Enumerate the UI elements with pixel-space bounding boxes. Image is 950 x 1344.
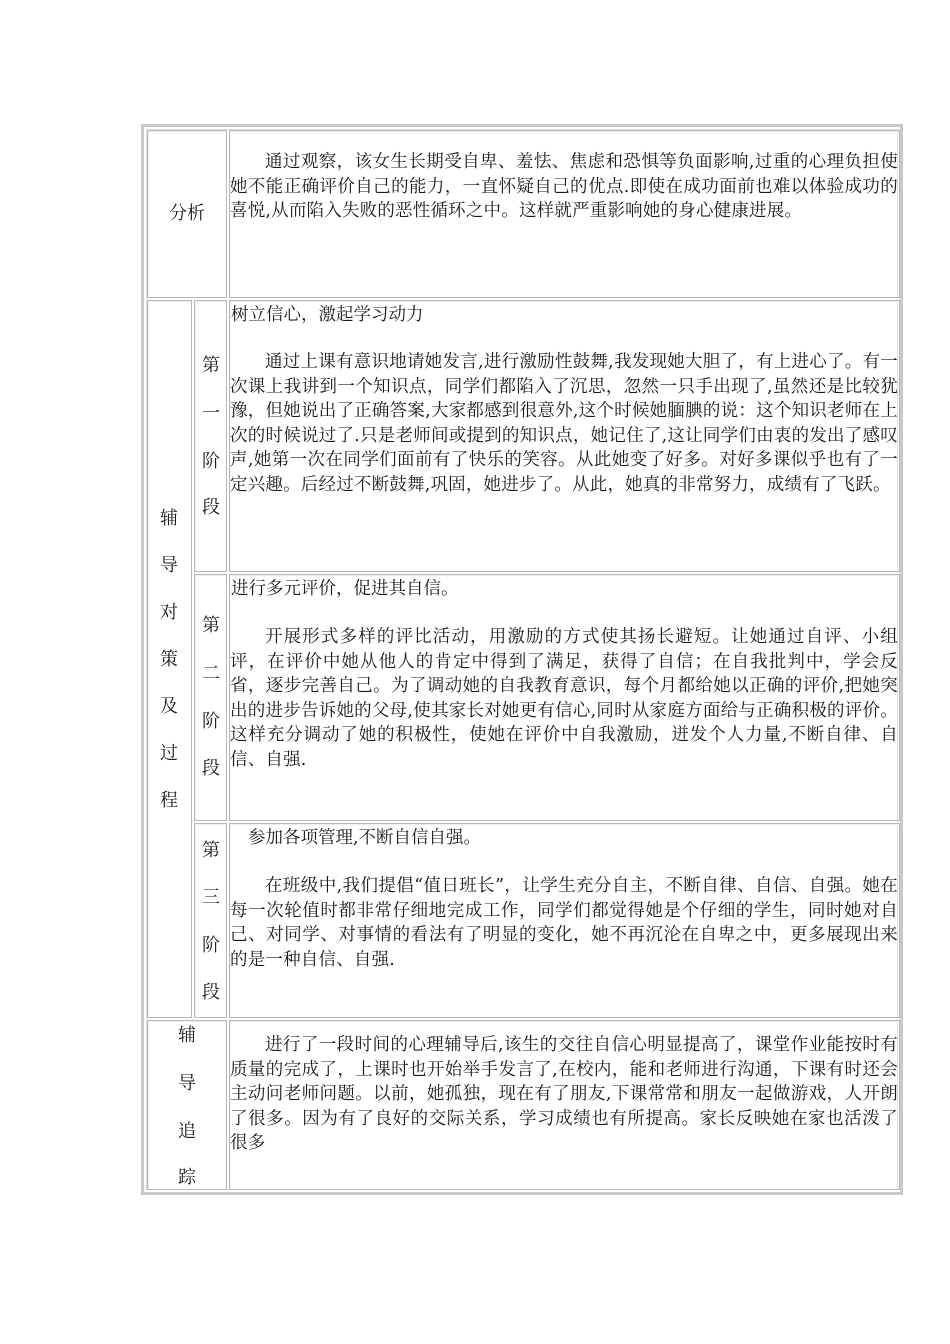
strategy-label-char: 过 (160, 743, 178, 764)
stage3-label-char: 段 (202, 982, 220, 1003)
strategy-label-char: 导 (160, 555, 178, 576)
stage3-label-char: 阶 (202, 935, 220, 956)
stage1-text: 通过上课有意识地请她发言,进行激励性鼓舞,我发现她大胆了，有上进心了。有一次课上我讲到一个知识点，同学们都陷入了沉思，忽然一只手出现了,虽然还是比较犹豫，但她说出了正确答案,大家都感到很意外,这个时候她腼腆的说：这个知识老师在上次的时候说过了.只是老师间或提到的知识点，她记住了,这让同学们由衷的发出了感叹声,她第一次在同学们面前有了快乐的笑容。从此她变了好多。对好多课似乎也有了一定兴趣。后经过不断鼓舞,巩固，她进步了。从此，她真的非常努力，成绩有了飞跃。 (230, 352, 898, 495)
stage3-label-char: 三 (202, 887, 220, 908)
stage2-label-char: 段 (202, 758, 220, 779)
followup-label-char: 追 (178, 1121, 196, 1142)
stage3-label-char: 第 (202, 840, 220, 861)
stage1-label-char: 段 (202, 497, 220, 518)
stage2-label-cell (194, 574, 227, 821)
strategy-label-char: 辅 (160, 508, 178, 529)
followup-label-char: 辅 (178, 1025, 196, 1046)
stage1-label-char: 阶 (202, 451, 220, 472)
stage1-label-cell (194, 300, 227, 572)
stage2-title: 进行多元评价，促进其自信。 (231, 579, 459, 599)
strategy-label-char: 对 (160, 602, 178, 623)
stage1-label-char: 第 (202, 355, 220, 376)
strategy-label-char: 及 (160, 696, 178, 717)
stage1-label-char: 一 (202, 403, 220, 424)
followup-label-char: 导 (178, 1073, 196, 1094)
analysis-text: 通过观察，该女生长期受自卑、羞怯、焦虑和恐惧等负面影响,过重的心理负担使她不能正确评价自己的能力，一直怀疑自己的优点.即使在成功面前也难以体验成功的喜悦,从而陷入失败的恶性循环之中。这样就严重影响她的身心健康进展。 (230, 152, 898, 222)
stage2-label-char: 第 (202, 615, 220, 636)
analysis-label: 分析 (169, 203, 205, 224)
stage2-label-char: 二 (202, 663, 220, 684)
followup-label-char: 踪 (178, 1167, 196, 1188)
stage2-text: 开展形式多样的评比活动，用激励的方式使其扬长避短。让她通过自评、小组评，在评价中她从他人的肯定中得到了满足，获得了自信；在自我批判中，学会反省，逐步完善自己。为了调动她的自我教育意识，每个月都给她以正确的评价,把她突出的进步告诉她的父母,使其家长对她更有信心,同时从家庭方面给与正确积极的评价。这样充分调动了她的积极性，使她在评价中自我激励，迸发个人力量,不断自律、自信、自强. (230, 627, 898, 770)
stage1-title: 树立信心，激起学习动力 (231, 305, 424, 325)
stage3-title: 参加各项管理,不断自信自强。 (248, 828, 482, 848)
strategy-label-char: 程 (160, 790, 178, 811)
stage3-text: 在班级中,我们提倡“值日班长”，让学生充分自主，不断自律、自信、自强。她在每一次轮值时都非常仔细地完成工作，同学们都觉得她是个仔细的学生，同时她对自己、对同学、对事情的看法有了明显的变化，她不再沉沦在自卑之中，更多展现出来的是一种自信、自强. (230, 876, 898, 970)
followup-text: 进行了一段时间的心理辅导后,该生的交往自信心明显提高了，课堂作业能按时有质量的完成了，上课时也开始举手发言了,在校内，能和老师进行沟通，下课有时还会主动问老师问题。以前，她孤独，现在有了朋友,下课常常和朋友一起做游戏，人开朗了很多。因为有了良好的交际关系，学习成绩也有所提高。家长反映她在家也活泼了很多 (230, 1035, 898, 1154)
stage2-label-char: 阶 (202, 711, 220, 732)
strategy-label-char: 策 (160, 649, 178, 670)
